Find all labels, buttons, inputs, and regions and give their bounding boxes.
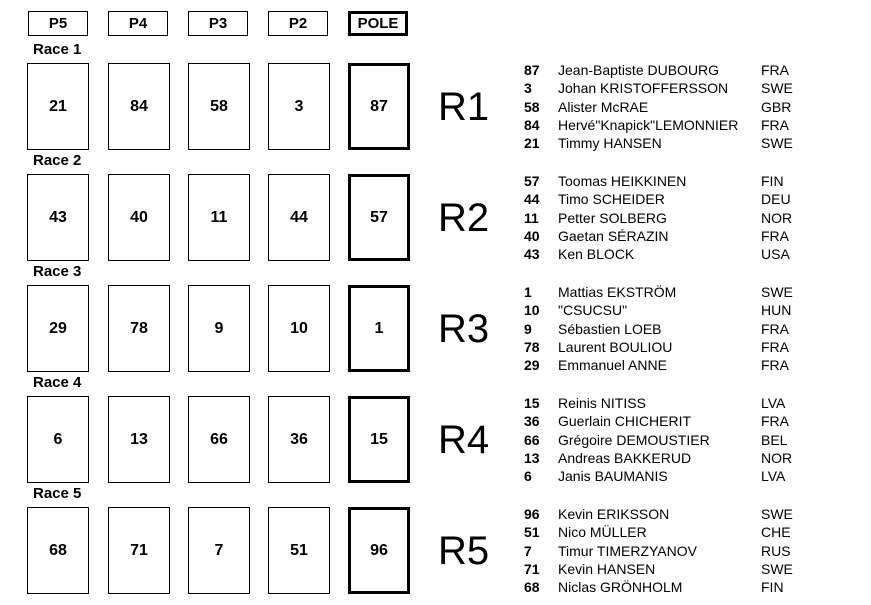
driver-number: 71 xyxy=(524,560,540,577)
driver-name: Ken BLOCK xyxy=(558,246,635,263)
driver-country: FRA xyxy=(761,62,789,78)
grid-box: 13 xyxy=(108,396,170,483)
driver-name: Niclas GRÖNHOLM xyxy=(558,579,683,596)
driver-number: 40 xyxy=(524,227,540,244)
driver-country: SWE xyxy=(761,284,793,300)
driver-number: 1 xyxy=(524,284,532,300)
grid-box: 7 xyxy=(188,507,250,594)
driver-name: Janis BAUMANIS xyxy=(558,468,668,485)
driver-country: LVA xyxy=(761,468,786,485)
grid-box: 3 xyxy=(268,63,330,150)
race-code: R2 xyxy=(438,196,490,240)
driver-country: CHE xyxy=(761,524,791,541)
race-code: R5 xyxy=(438,529,490,573)
driver-name: Reinis NITISS xyxy=(558,395,646,411)
race-label: Race 5 xyxy=(33,485,82,502)
grid-box: 43 xyxy=(27,174,89,261)
driver-country: FRA xyxy=(761,320,789,337)
driver-number: 78 xyxy=(524,338,540,355)
driver-country: FRA xyxy=(761,227,789,244)
driver-name: Kevin HANSEN xyxy=(558,560,656,577)
driver-country: NOR xyxy=(761,449,793,466)
driver-number: 3 xyxy=(524,80,532,97)
driver-name: Kevin ERIKSSON xyxy=(558,506,670,522)
grid-header-p2: P2 xyxy=(268,11,328,36)
driver-name: Guerlain CHICHERIT xyxy=(558,413,692,430)
driver-number: 21 xyxy=(524,135,540,152)
driver-country: FIN xyxy=(761,579,784,596)
driver-number: 43 xyxy=(524,246,540,263)
driver-number: 96 xyxy=(524,506,540,522)
race-code: R4 xyxy=(438,418,490,462)
grid-box: 58 xyxy=(188,63,250,150)
grid-box: 44 xyxy=(268,174,330,261)
driver-number: 7 xyxy=(524,542,532,559)
driver-name: Alister McRAE xyxy=(558,98,649,115)
grid-header-p3: P3 xyxy=(188,11,248,36)
driver-name: Timur TIMERZYANOV xyxy=(558,542,697,559)
driver-number: 11 xyxy=(524,209,539,226)
driver-number: 44 xyxy=(524,191,540,208)
race-code: R3 xyxy=(438,307,490,351)
driver-country: FRA xyxy=(761,357,789,374)
driver-country: SWE xyxy=(761,506,793,522)
driver-number: 13 xyxy=(524,449,540,466)
grid-box: 40 xyxy=(108,174,170,261)
driver-name: Petter SOLBERG xyxy=(558,209,667,226)
driver-number: 51 xyxy=(524,524,540,541)
grid-box: 9 xyxy=(188,285,250,372)
driver-number: 36 xyxy=(524,413,540,430)
driver-number: 29 xyxy=(524,357,540,374)
driver-country: FRA xyxy=(761,338,789,355)
driver-name: Gaetan SÉRAZIN xyxy=(558,227,669,244)
grid-box: 51 xyxy=(268,507,330,594)
driver-country: SWE xyxy=(761,560,793,577)
grid-header-pole: POLE xyxy=(348,11,408,36)
grid-box: 78 xyxy=(108,285,170,372)
driver-number: 9 xyxy=(524,320,532,337)
driver-name: Johan KRISTOFFERSSON xyxy=(558,80,729,97)
grid-box: 29 xyxy=(27,285,89,372)
driver-name: Nico MÜLLER xyxy=(558,524,647,541)
driver-country: SWE xyxy=(761,80,793,97)
driver-name: "CSUCSU" xyxy=(558,302,628,319)
grid-box: 71 xyxy=(108,507,170,594)
driver-country: USA xyxy=(761,246,790,263)
driver-name: Grégoire DEMOUSTIER xyxy=(558,431,710,448)
driver-name: Timmy HANSEN xyxy=(558,135,662,152)
driver-country: LVA xyxy=(761,395,786,411)
driver-name: Timo SCHEIDER xyxy=(558,191,665,208)
driver-number: 84 xyxy=(524,116,540,133)
driver-country: RUS xyxy=(761,542,791,559)
driver-country: NOR xyxy=(761,209,793,226)
grid-box: 6 xyxy=(27,396,89,483)
driver-country: DEU xyxy=(761,191,791,208)
driver-country: FRA xyxy=(761,413,789,430)
grid-box: 10 xyxy=(268,285,330,372)
driver-number: 57 xyxy=(524,173,540,189)
driver-name: Laurent BOULIOU xyxy=(558,338,673,355)
race-code: R1 xyxy=(438,85,490,129)
driver-number: 68 xyxy=(524,579,540,596)
driver-name: Hervé"Knapick"LEMONNIER xyxy=(558,116,739,133)
driver-number: 87 xyxy=(524,62,540,78)
grid-box-pole: 57 xyxy=(348,174,410,261)
grid-box-pole: 1 xyxy=(348,285,410,372)
grid-header-p5: P5 xyxy=(28,11,88,36)
grid-box: 68 xyxy=(27,507,89,594)
race-label: Race 3 xyxy=(33,263,82,280)
grid-box-pole: 87 xyxy=(348,63,410,150)
grid-box: 36 xyxy=(268,396,330,483)
driver-name: Andreas BAKKERUD xyxy=(558,449,692,466)
driver-country: HUN xyxy=(761,302,792,319)
race-label: Race 1 xyxy=(33,41,82,58)
driver-name: Sébastien LOEB xyxy=(558,320,662,337)
driver-country: FRA xyxy=(761,116,789,133)
driver-name: Emmanuel ANNE xyxy=(558,357,667,374)
grid-box-pole: 15 xyxy=(348,396,410,483)
driver-number: 58 xyxy=(524,98,540,115)
race-label: Race 4 xyxy=(33,374,82,391)
driver-name: Jean-Baptiste DUBOURG xyxy=(558,62,720,78)
driver-country: FIN xyxy=(761,173,784,189)
driver-number: 10 xyxy=(524,302,540,319)
grid-box: 21 xyxy=(27,63,89,150)
driver-number: 15 xyxy=(524,395,540,411)
grid-box: 84 xyxy=(108,63,170,150)
driver-number: 6 xyxy=(524,468,532,485)
driver-name: Toomas HEIKKINEN xyxy=(558,173,687,189)
driver-country: BEL xyxy=(761,431,788,448)
grid-box-pole: 96 xyxy=(348,507,410,594)
driver-name: Mattias EKSTRÖM xyxy=(558,284,677,300)
grid-box: 66 xyxy=(188,396,250,483)
race-label: Race 2 xyxy=(33,152,82,169)
grid-header-p4: P4 xyxy=(108,11,168,36)
grid-box: 11 xyxy=(188,174,250,261)
driver-number: 66 xyxy=(524,431,540,448)
driver-country: SWE xyxy=(761,135,793,152)
driver-country: GBR xyxy=(761,98,792,115)
